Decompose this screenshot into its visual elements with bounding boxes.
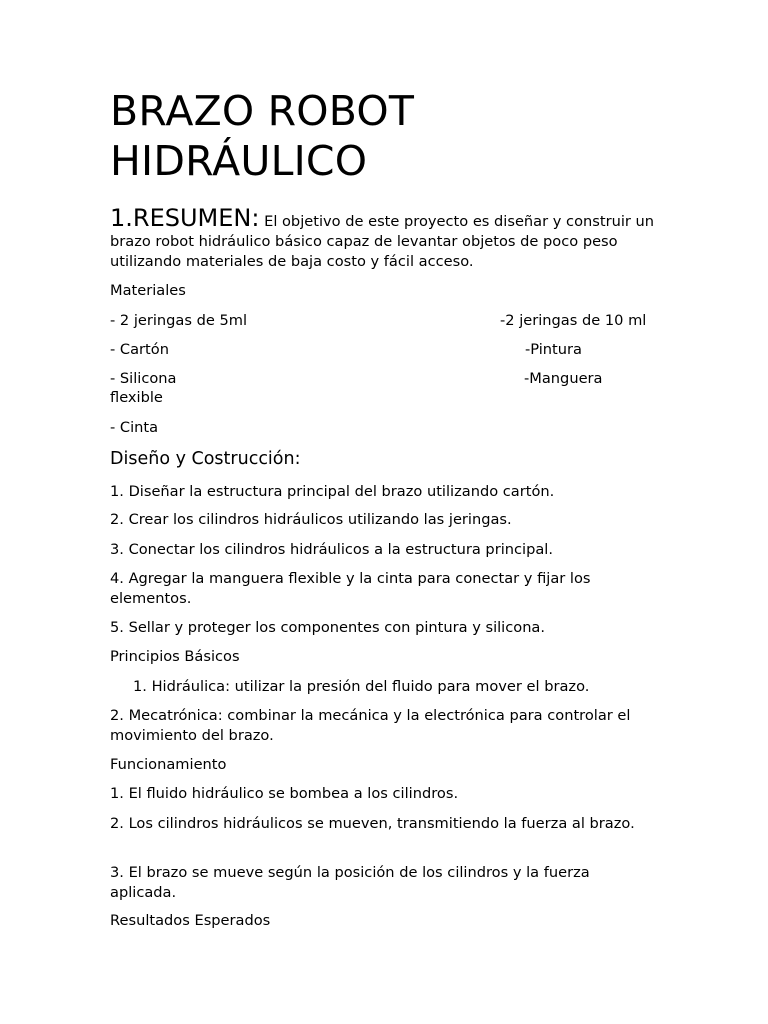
title-line-1: BRAZO ROBOT [110, 87, 415, 135]
design-step: 2. Crear los cilindros hidráulicos utilizando las jeringas. [110, 511, 512, 528]
material-item: -Pintura [525, 341, 582, 358]
materials-row [110, 369, 658, 389]
summary-text: El objetivo de este proyecto es diseñar y construir un brazo robot hidráulico básico capaz de levantar objetos de poco peso utilizando materiales de baja costo y fácil acceso. [110, 213, 655, 270]
materials-row [110, 340, 658, 360]
design-step: 3. Conectar los cilindros hidráulicos a la estructura principal. [110, 541, 553, 558]
material-item: -Manguera [524, 370, 603, 387]
principle-item: 1. Hidráulica: utilizar la presión del fluido para mover el brazo. [133, 678, 590, 695]
materials-heading: Materiales [110, 282, 186, 299]
material-item: - Silicona [110, 370, 177, 387]
title-line-2: HIDRÁULICO [110, 137, 368, 185]
design-step: 1. Diseñar la estructura principal del brazo utilizando cartón. [110, 483, 555, 500]
principle-item: 2. Mecatrónica: combinar la mecánica y la electrónica para controlar el movimiento del brazo. [110, 707, 631, 744]
materials-row [110, 311, 658, 331]
operation-step: 2. Los cilindros hidráulicos se mueven, transmitiendo la fuerza al brazo. [110, 815, 635, 832]
operation-step: 3. El brazo se mueve según la posición de los cilindros y la fuerza aplicada. [110, 864, 590, 901]
summary-paragraph [110, 204, 658, 272]
design-step: 4. Agregar la manguera flexible y la cinta para conectar y fijar los elementos. [110, 570, 591, 607]
design-heading: Diseño y Costrucción: [110, 449, 301, 469]
summary-label: 1.RESUMEN: [110, 204, 260, 232]
design-step: 5. Sellar y proteger los componentes con pintura y silicona. [110, 619, 546, 636]
material-item: - Cinta [110, 419, 159, 436]
results-heading: Resultados Esperados [110, 912, 271, 929]
document-title [110, 86, 414, 186]
operation-step: 1. El fluido hidráulico se bombea a los cilindros. [110, 785, 459, 802]
operation-heading: Funcionamiento [110, 756, 227, 773]
material-item: - 2 jeringas de 5ml [110, 312, 248, 329]
material-item: -2 jeringas de 10 ml [500, 312, 647, 329]
material-item: - Cartón [110, 341, 169, 358]
principles-heading: Principios Básicos [110, 648, 240, 665]
material-item-wrap: flexible [110, 389, 163, 406]
